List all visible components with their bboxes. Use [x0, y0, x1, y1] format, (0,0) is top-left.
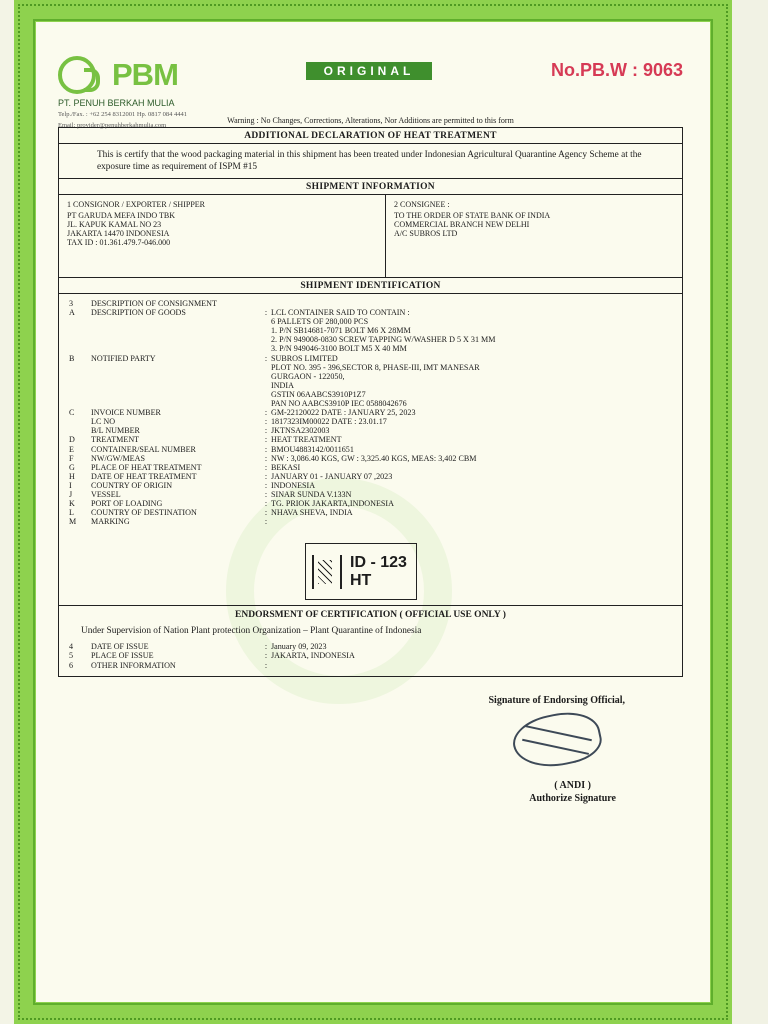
consignor-box	[59, 195, 386, 277]
supervision-text: Under Supervision of Nation Plant protection Organization – Plant Quarantine of Indonesia	[81, 626, 422, 637]
endorsement-row: 6 OTHER INFORMATION :	[69, 660, 268, 670]
signer-name: ( ANDI )	[554, 779, 591, 791]
identification-row: B/L NUMBER : JKTNSA2302003	[91, 426, 330, 436]
pbm-logo-icon	[58, 56, 96, 94]
company-name: PT. PENUH BERKAH MULIA	[58, 98, 175, 108]
identification-row: A DESCRIPTION OF GOODS : LCL CONTAINER SAID TO CONTAIN : 6 PALLETS OF 280,000 PCS 1. P/N SB14681-7071 BOLT M6 X 28MM 2. P/N 949008-0830 SCREW TAPPING W/WASHER D 5 X 31 MM 3. P/N 949046-3100 BOLT M5 X 40 MM	[69, 308, 496, 354]
marking-stamp	[305, 543, 417, 600]
identification-row: M MARKING :	[69, 517, 268, 527]
warning-text: Warning : No Changes, Corrections, Alterations, Nor Additions are permitted to this form	[227, 116, 514, 125]
identification-row: 3 DESCRIPTION OF CONSIGNMENT	[69, 299, 217, 308]
identification-row: E CONTAINER/SEAL NUMBER : BMOU4883142/0011651	[69, 444, 354, 454]
identification-row: H DATE OF HEAT TREATMENT : JANUARY 01 - JANUARY 07 ,2023	[69, 471, 393, 481]
identification-row: D TREATMENT : HEAT TREATMENT	[69, 435, 342, 445]
identification-row: C INVOICE NUMBER : GM-22120022 DATE : JANUARY 25, 2023	[69, 408, 416, 418]
identification-row: L COUNTRY OF DESTINATION : NHAVA SHEVA, INDIA	[69, 508, 353, 518]
identification-row: J VESSEL : SINAR SUNDA V.133N	[69, 489, 352, 499]
identification-row: I COUNTRY OF ORIGIN : INDONESIA	[69, 480, 316, 490]
endorsement-title: ENDORSMENT OF CERTIFICATION ( OFFICIAL USE ONLY )	[235, 610, 506, 621]
consignee-line: A/C SUBROS LTD	[394, 229, 458, 238]
consignor-title: 1 CONSIGNOR / EXPORTER / SHIPPER	[67, 200, 205, 209]
certificate-sheet	[58, 56, 683, 956]
company-block	[58, 56, 187, 130]
shipment-information-title: SHIPMENT INFORMATION	[59, 178, 682, 195]
logo-text: PBM	[112, 57, 178, 92]
document-number: No.PB.W : 9063	[550, 60, 683, 80]
company-logo	[58, 56, 187, 94]
consignor-tax-id: TAX ID : 01.361.479.7-046.000	[67, 238, 171, 247]
marking-code: ID - 123	[350, 553, 407, 571]
shipment-identification-title: SHIPMENT IDENTIFICATION	[59, 277, 682, 294]
wheat-stamp-icon	[312, 555, 342, 589]
shipment-identification-list	[59, 294, 682, 605]
consignee-line: COMMERCIAL BRANCH NEW DELHI	[394, 220, 530, 229]
bottom-spacing	[58, 839, 683, 859]
consignor-line: JAKARTA 14470 INDONESIA	[67, 229, 170, 238]
consignor-line: PT GARUDA MEFA INDO TBK	[67, 211, 176, 220]
company-email: Email: provider@penuhberkahmulia.com	[58, 122, 167, 129]
signature-title: Signature of Endorsing Official,	[488, 694, 625, 706]
document-number-block	[551, 56, 683, 81]
certificate-form	[58, 127, 683, 677]
endorsement-section	[59, 605, 682, 675]
identification-row: F NW/GW/MEAS : NW : 3,086.40 KGS, GW : 3,325.40 KGS, MEAS: 3,402 CBM	[69, 453, 477, 463]
signer-role: Authorize Signature	[529, 792, 616, 804]
identification-row: B NOTIFIED PARTY : SUBROS LIMITED PLOT NO. 395 - 396,SECTOR 8, PHASE-III, IMT MANESAR GURGAON - 122050, INDIA GSTIN 06AABCS3910P1Z7 PAN NO AABCS3910P IEC 0588042676	[69, 353, 480, 409]
consignor-line: JL. KAPUK KAMAL NO 23	[67, 220, 162, 229]
handwritten-signature	[509, 705, 606, 774]
company-contact-line: Telp./Fax. : +62 254 8312001 Hp. 0817 084 4441	[58, 111, 188, 118]
paper-edge	[732, 0, 768, 1024]
certification-statement: This is certify that the wood packaging material in this shipment has been treated under Indonesian Agricultural Quarantine Agency Scheme at the exposure time as requirement of ISPM #15	[97, 150, 642, 172]
endorsement-row: 5 PLACE OF ISSUE : JAKARTA, INDONESIA	[69, 651, 355, 661]
signer-block	[529, 780, 616, 804]
identification-row	[69, 526, 672, 535]
consignee-line: TO THE ORDER OF STATE BANK OF INDIA	[394, 211, 551, 220]
identification-row: K PORT OF LOADING : TG. PRIOK JAKARTA,INDONESIA	[69, 499, 394, 509]
party-grid	[59, 195, 682, 277]
identification-row: G PLACE OF HEAT TREATMENT : BEKASI	[69, 462, 301, 472]
consignee-box	[386, 195, 682, 277]
signature-block	[58, 695, 683, 839]
endorsement-row: 4 DATE OF ISSUE : January 09, 2023	[69, 642, 327, 652]
identification-row: LC NO : 1817323IM00022 DATE : 23.01.17	[91, 417, 387, 427]
consignee-title: 2 CONSIGNEE :	[394, 200, 450, 209]
declaration-title: ADDITIONAL DECLARATION OF HEAT TREATMENT	[59, 128, 682, 144]
original-badge: ORIGINAL	[306, 62, 433, 80]
marking-suffix: HT	[350, 571, 372, 589]
